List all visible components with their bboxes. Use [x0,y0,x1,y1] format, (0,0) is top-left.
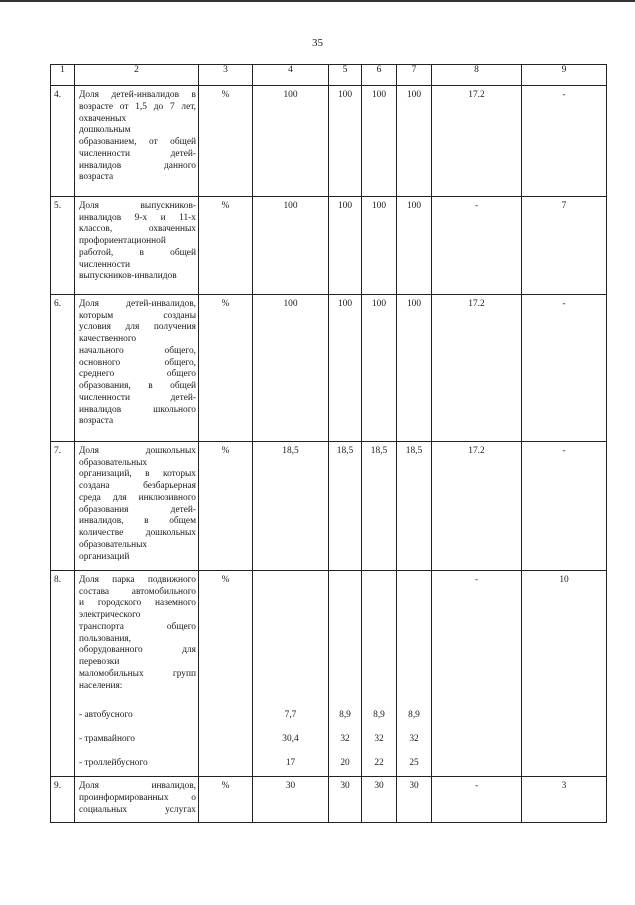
value-cell: 100 [253,294,329,441]
subrow-label: - троллейбусного [75,752,199,777]
table-row [51,570,607,704]
value-cell: 18,5 [362,441,397,570]
table-row [51,777,607,823]
value-cell: 30,4 [253,728,329,752]
value-cell: 100 [397,294,432,441]
value-cell: 25 [397,752,432,777]
table-row [51,441,607,570]
value-cell: 32 [362,728,397,752]
value-cell: 17 [253,752,329,777]
value-cell: 18,5 [253,441,329,570]
column-header: 5 [329,65,362,86]
table-header-row [51,65,607,86]
page-number: 35 [312,37,323,49]
subrow-label: - трамвайного [75,728,199,752]
value-cell: 17.2 [432,441,522,570]
value-cell: 100 [362,86,397,197]
value-cell: 32 [397,728,432,752]
column-header: 6 [362,65,397,86]
unit-cell: % [199,441,253,570]
column-header: 3 [199,65,253,86]
table-row [51,196,607,294]
row-number: 9. [51,777,75,823]
indicator-description: Доля инвалидов, проинформированных о социальных услугах [75,777,199,823]
value-cell: 30 [362,777,397,823]
value-cell: - [522,294,607,441]
value-cell: 30 [397,777,432,823]
value-cell: 100 [329,196,362,294]
value-cell: 20 [329,752,362,777]
subrow-label: - автобусного [75,704,199,728]
value-cell: - [522,441,607,570]
value-cell: - [432,570,522,776]
unit-cell: % [199,294,253,441]
value-cell: 7,7 [253,704,329,728]
row-number: 4. [51,86,75,197]
column-header: 9 [522,65,607,86]
indicator-description: Доля детей-инвалидов, которым созданы условия для получения качественного начального общего, основного общего, среднего общего образования, в общей численности детей- инвалидов школьного возраста [75,294,199,441]
indicator-description: Доля парка подвижного состава автомобильного и городского наземного электрического транспорта общего пользования, оборудованного для перевозки маломобильных групп населения: [75,570,199,704]
indicator-description: Доля выпускников- инвалидов 9-х и 11-х классов, охваченных профориентационной работой, в общей численности выпускников-инвалидов [75,196,199,294]
value-cell: - [432,196,522,294]
indicator-description: Доля детей-инвалидов в возрасте от 1,5 до 7 лет, охваченных дошкольным образованием, от общей численности детей- инвалидов данного возраста [75,86,199,197]
row-number: 8. [51,570,75,776]
value-cell: 100 [362,196,397,294]
row-number: 7. [51,441,75,570]
value-cell: 8,9 [329,704,362,728]
value-cell: 100 [253,196,329,294]
indicator-description: Доля дошкольных образовательных организаций, в которых создана безбарьерная среда для инклюзивного образования детей- инвалидов, в общем количестве дошкольных образовательных организаций [75,441,199,570]
value-cell: - [522,86,607,197]
value-cell: 22 [362,752,397,777]
value-cell: 10 [522,570,607,776]
column-header: 8 [432,65,522,86]
value-cell: 30 [253,777,329,823]
value-cell: 8,9 [397,704,432,728]
value-cell: - [432,777,522,823]
unit-cell: % [199,570,253,776]
indicators-table [50,64,607,823]
row-number: 5. [51,196,75,294]
unit-cell: % [199,86,253,197]
top-border-line [0,0,635,2]
value-cell: 8,9 [362,704,397,728]
value-cell: 100 [253,86,329,197]
value-cell: 18,5 [397,441,432,570]
row-number: 6. [51,294,75,441]
value-cell: 17.2 [432,294,522,441]
value-cell: 100 [329,294,362,441]
value-cell: 100 [397,86,432,197]
value-cell: 32 [329,728,362,752]
value-cell: 100 [329,86,362,197]
value-cell: 18,5 [329,441,362,570]
column-header: 2 [75,65,199,86]
column-header: 4 [253,65,329,86]
value-cell: 7 [522,196,607,294]
value-cell: 3 [522,777,607,823]
value-cell: 100 [397,196,432,294]
value-cell: 30 [329,777,362,823]
unit-cell: % [199,196,253,294]
table-row [51,294,607,441]
value-cell: 100 [362,294,397,441]
table-row [51,86,607,197]
column-header: 1 [51,65,75,86]
unit-cell: % [199,777,253,823]
value-cell: 17.2 [432,86,522,197]
column-header: 7 [397,65,432,86]
